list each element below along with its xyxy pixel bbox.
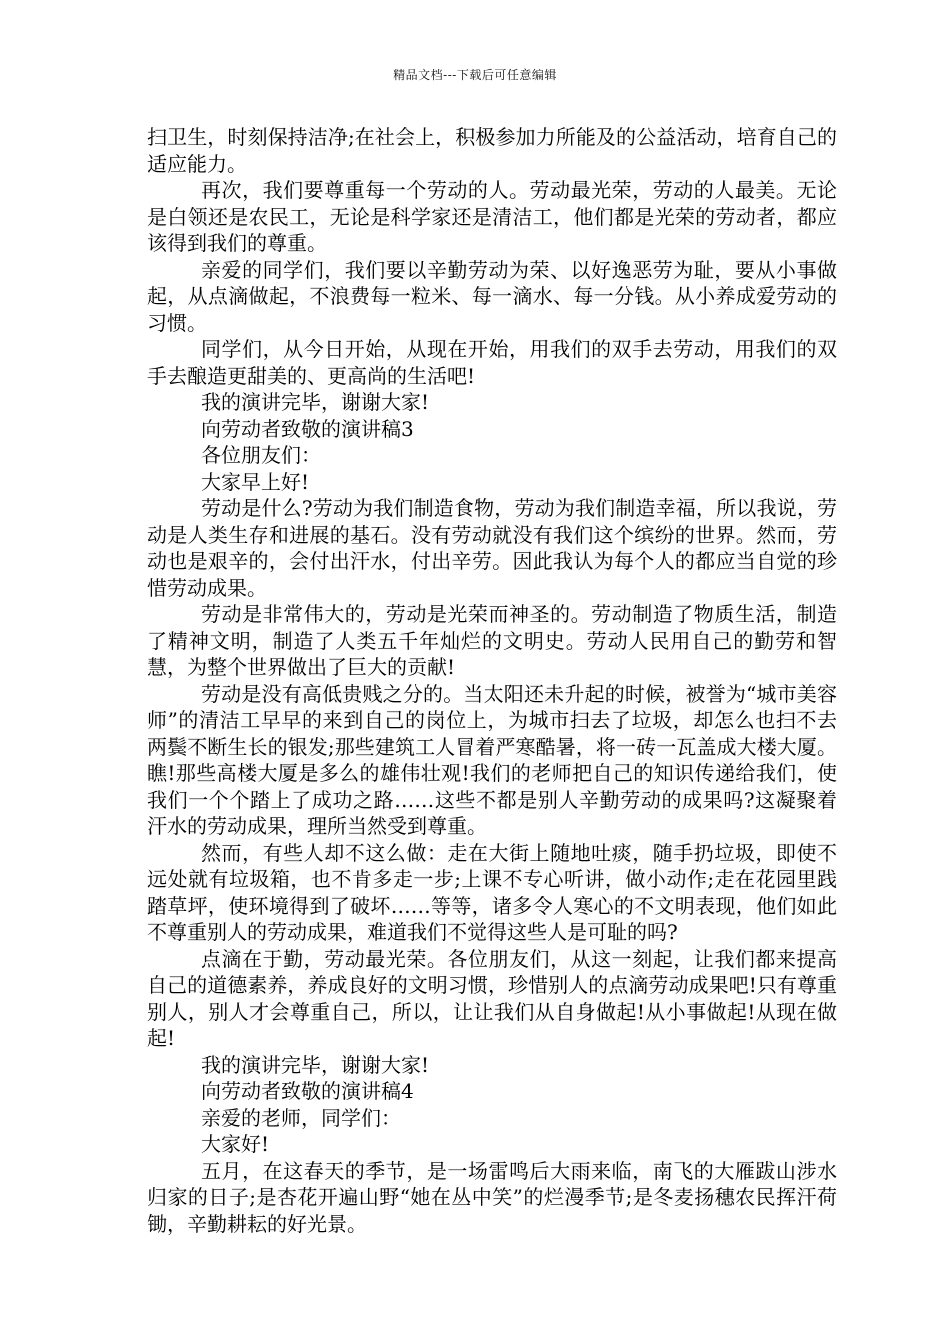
section-title: 向劳动者致敬的演讲稿3: [201, 416, 414, 441]
paragraph: 劳动是没有高低贵贱之分的。当太阳还未升起的时候，被誉为“城市美容师”的清洁工早早的来到自己的岗位上，为城市扫去了垃圾，却怎么也扫不去两鬓不断生长的银发;那些建筑工人冒着严寒酷暑，将一砖一瓦盖成大楼大厦。瞧!那些高楼大厦是多么的雄伟壮观!我们的老师把自己的知识传递给我们，使我们一个个踏上了成功之路……这些不都是别人辛勤劳动的成果吗?这凝聚着汗水的劳动成果，理所当然受到尊重。: [147, 681, 837, 838]
salutation: 亲爱的老师，同学们：: [201, 1105, 401, 1130]
greeting: 大家早上好!: [201, 469, 310, 494]
paragraph: 五月，在这春天的季节，是一场雷鸣后大雨来临，南飞的大雁跋山涉水归家的日子;是杏花开遍山野“她在丛中笑”的烂漫季节;是冬麦扬穗农民挥汗荷锄，辛勤耕耘的好光景。: [147, 1158, 837, 1236]
greeting: 大家好!: [201, 1132, 270, 1156]
closing-line: 我的演讲完毕，谢谢大家!: [201, 1052, 430, 1077]
paragraph: 劳动是非常伟大的，劳动是光荣而神圣的。劳动制造了物质生活，制造了精神文明，制造了人类五千年灿烂的文明史。劳动人民用自己的勤劳和智慧，为整个世界做出了巨大的贡献!: [147, 602, 837, 679]
closing-line: 我的演讲完毕，谢谢大家!: [201, 390, 430, 414]
paragraph: 再次，我们要尊重每一个劳动的人。劳动最光荣，劳动的人最美。无论是白领还是农民工，无论是科学家还是清洁工，他们都是光荣的劳动者，都应该得到我们的尊重。: [147, 178, 837, 255]
paragraph: 同学们，从今日开始，从现在开始，用我们的双手去劳动，用我们的双手去酿造更甜美的、更高尚的生活吧!: [147, 337, 837, 388]
salutation: 各位朋友们：: [201, 443, 321, 467]
paragraph: 劳动是什么?劳动为我们制造食物，劳动为我们制造幸福，所以我说，劳动是人类生存和进展的基石。没有劳动就没有我们这个缤纷的世界。然而，劳动也是艰辛的，会付出汗水，付出辛劳。因此我认为每个人的都应当自觉的珍惜劳动成果。: [147, 496, 837, 600]
document-body: [147, 124, 837, 1237]
page-header: 精品文档---下载后可任意编辑: [393, 68, 557, 82]
section-title: 向劳动者致敬的演讲稿4: [201, 1079, 414, 1103]
paragraph: 然而，有些人却不这么做：走在大街上随地吐痰，随手扔垃圾，即使不远处就有垃圾箱，也不肯多走一步;上课不专心听讲，做小动作;走在花园里践踏草坪，使环境得到了破坏……等等，诸多令人寒心的不文明表现，他们如此不尊重别人的劳动成果，难道我们不觉得这些人是可耻的吗?: [147, 840, 837, 944]
paragraph: 点滴在于勤，劳动最光荣。各位朋友们，从这一刻起，让我们都来提高自己的道德素养，养成良好的文明习惯，珍惜别人的点滴劳动成果吧!只有尊重别人，别人才会尊重自己，所以，让让我们从自身做起!从小事做起!从现在做起!: [147, 946, 837, 1050]
paragraph: 扫卫生，时刻保持洁净;在社会上，积极参加力所能及的公益活动，培育自己的适应能力。: [147, 125, 837, 176]
paragraph: 亲爱的同学们，我们要以辛勤劳动为荣、以好逸恶劳为耻，要从小事做起，从点滴做起，不浪费每一粒米、每一滴水、每一分钱。从小养成爱劳动的习惯。: [147, 257, 837, 335]
